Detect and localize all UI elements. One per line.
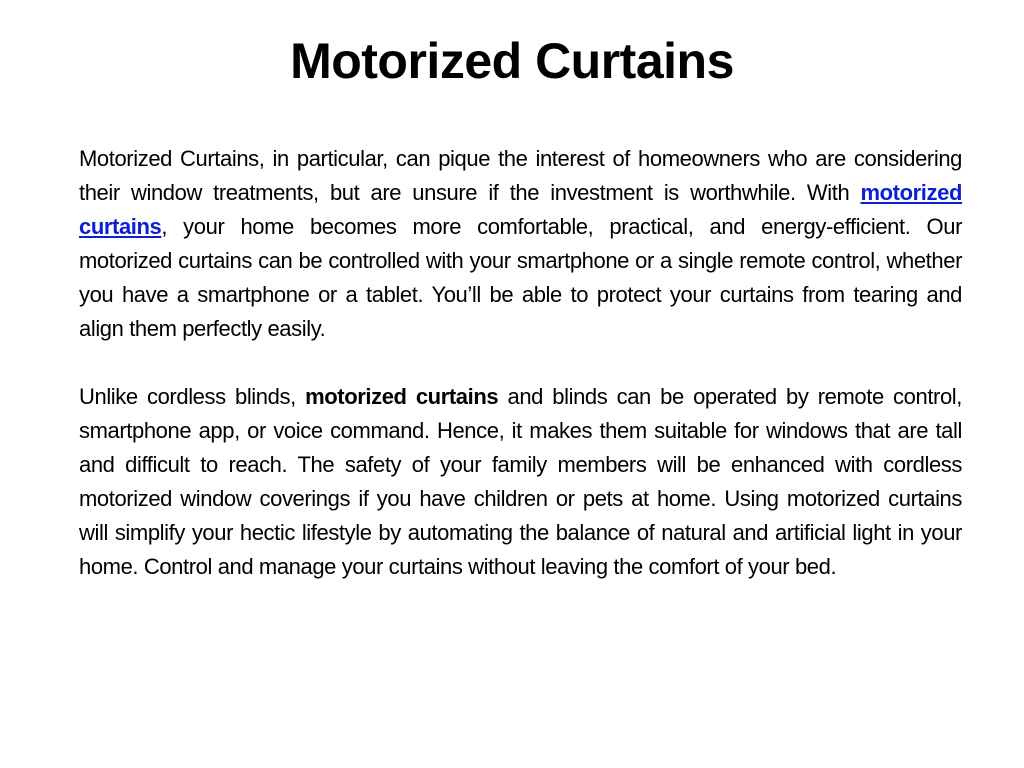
paragraph-2-intro: Unlike cordless blinds,: [79, 384, 306, 409]
motorized-curtains-link[interactable]: motorized curtains: [79, 180, 962, 239]
paragraph-2-bold-term: motorized curtains: [305, 384, 499, 409]
page-title: Motorized Curtains: [290, 33, 734, 89]
paragraph-2: [79, 380, 962, 584]
body-text: [79, 142, 962, 618]
paragraph-2-rest: and blinds can be operated by remote control, smartphone app, or voice command. Hence, it makes them suitable for windows that are tall and difficult to reach. The safety of your family members will be enhanced with cordless motorized window coverings if you have children or pets at home. Using motorized curtains will simplify your hectic lifestyle by automating the balance of natural and artificial light in your home. Control and manage your curtains without leaving the comfort of your bed.: [79, 384, 963, 579]
paragraph-1-intro: Motorized Curtains, in particular, can pique the interest of homeowners who are considering their window treatments, but are unsure if the investment is worthwhile. With: [79, 146, 962, 205]
paragraph-1-rest: , your home becomes more comfortable, practical, and energy-efficient. Our motorized curtains can be controlled with your smartphone or a single remote control, whether you have a smartphone or a tablet. You’ll be able to protect your curtains from tearing and align them perfectly easily.: [79, 214, 962, 341]
paragraph-1: [79, 142, 962, 346]
